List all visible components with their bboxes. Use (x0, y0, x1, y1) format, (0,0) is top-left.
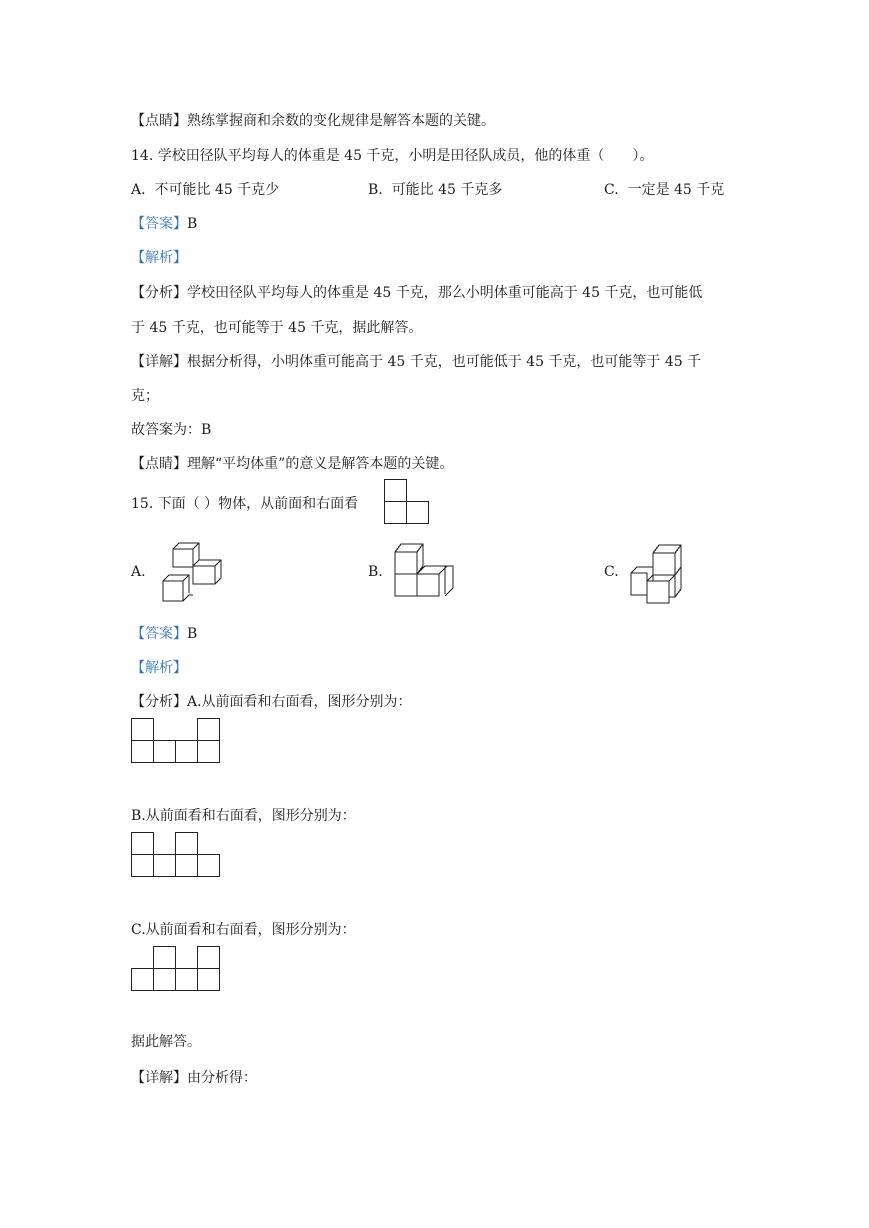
q15-fenxi-a (131, 692, 412, 712)
q15-xiangjie (131, 1068, 257, 1088)
q14-analysis-tag: 【解析】 (131, 250, 187, 266)
answer-tag: 【答案】 (131, 626, 187, 642)
view-figure-b (131, 832, 223, 880)
q15-option-c-label: C. (604, 564, 619, 580)
xiangjie-tag: 【详解】 (131, 1070, 187, 1086)
q15-fenxi-c: C.从前面看和右面看，图形分别为： (131, 922, 356, 938)
fenxi-text: 学校田径队平均每人的体重是 45 千克，那么小明体重可能高于 45 千克，也可能低 (187, 285, 703, 301)
q14-answer (131, 214, 197, 234)
option-text: 不可能比 45 千克少 (154, 182, 280, 198)
q14-option-a (131, 180, 279, 200)
q14-fenxi-line-1 (131, 283, 702, 303)
fenxi-tag: 【分析】 (131, 285, 187, 301)
xiangjie-text: 由分析得： (187, 1070, 257, 1086)
q15-stem (131, 494, 419, 514)
q14-stem: 14. 学校田径队平均每人的体重是 45 千克，小明是田径队成员，他的体重（ ）。 (131, 148, 654, 164)
xiangjie-text: 根据分析得，小明体重可能高于 45 千克，也可能低于 45 千克，也可能等于 45 千 (187, 354, 702, 370)
q14-fenxi-line-2: 于 45 千克，也可能等于 45 千克，据此解答。 (131, 320, 423, 336)
tip-text: 熟练掌握商和余数的变化规律是解答本题的关键。 (187, 113, 495, 129)
q14-xiangjie-line-2: 克； (131, 388, 159, 404)
target-view-figure (384, 479, 431, 526)
cube-figure-a (163, 543, 225, 603)
fenxi-text: A.从前面看和右面看，图形分别为： (187, 694, 412, 710)
cube-figure-b (395, 544, 457, 600)
q15-option-b-label: B. (368, 564, 383, 580)
option-letter: A. (131, 182, 146, 198)
view-figure-a (131, 718, 223, 766)
answer-value: B (187, 626, 198, 642)
q14-conclusion: 故答案为：B (131, 422, 212, 438)
option-letter: B. (368, 182, 383, 198)
option-text: 可能比 45 千克多 (391, 182, 503, 198)
answer-value: B (187, 216, 198, 232)
tip-tag: 【点睛】 (131, 456, 187, 472)
view-figure-c (131, 946, 223, 994)
q15-fenxi-b: B.从前面看和右面看，图形分别为： (131, 808, 356, 824)
q13-tip (131, 111, 495, 131)
option-letter: C. (604, 182, 619, 198)
tip-text: 理解“平均体重”的意义是解答本题的关键。 (187, 456, 454, 472)
q14-tip (131, 454, 453, 474)
stem-text: 15. 下面（ ）物体，从前面和右面看 (131, 496, 359, 512)
option-text: 一定是 45 千克 (627, 182, 725, 198)
q14-option-b (368, 180, 502, 200)
q15-analysis-tag: 【解析】 (131, 660, 187, 676)
tip-tag: 【点睛】 (131, 113, 187, 129)
fenxi-tag: 【分析】 (131, 694, 187, 710)
q15-answer (131, 624, 197, 644)
xiangjie-tag: 【详解】 (131, 354, 187, 370)
cube-figure-c (631, 545, 687, 605)
q14-xiangjie-line-1 (131, 352, 701, 372)
q15-conclusion: 据此解答。 (131, 1034, 201, 1050)
q14-option-c (604, 180, 724, 200)
q15-option-a-label: A. (131, 564, 146, 580)
answer-tag: 【答案】 (131, 216, 187, 232)
